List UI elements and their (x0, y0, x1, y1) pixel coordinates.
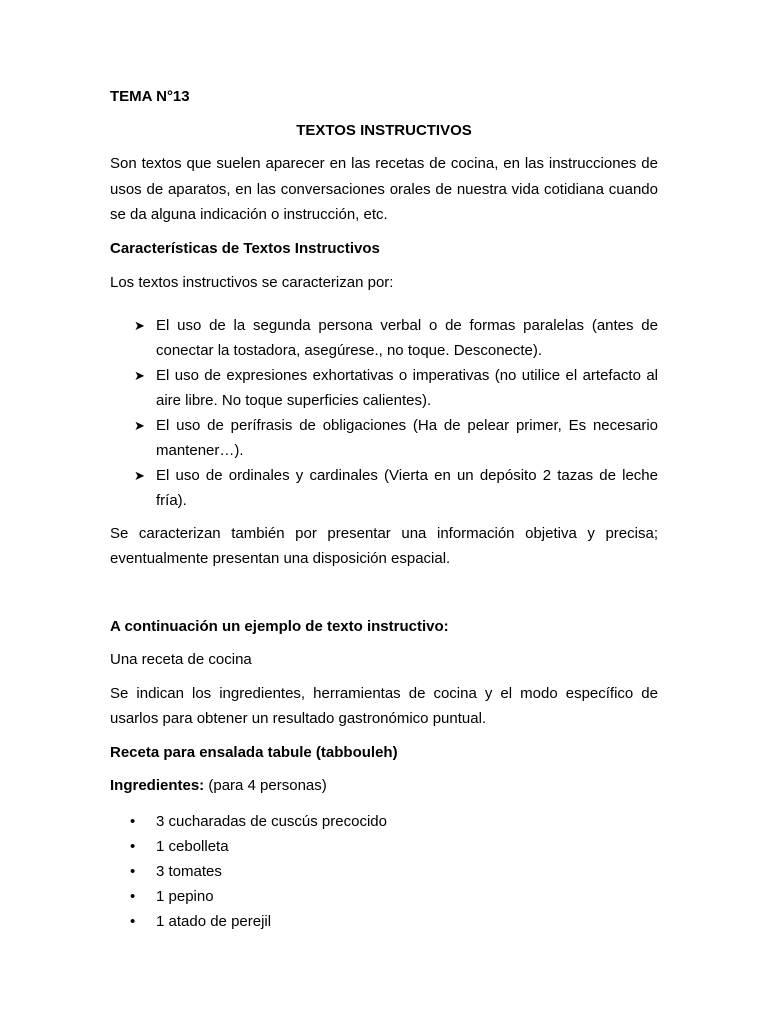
dot-bullet-icon: • (130, 887, 136, 905)
list-item-text: El uso de ordinales y cardinales (Vierta en un depósito 2 tazas de leche fría). (156, 466, 658, 509)
list-item (110, 463, 658, 513)
ingredients-label: Ingredientes: (110, 777, 205, 794)
list-item-text: 1 cebolleta (156, 837, 229, 855)
list-item-text: 3 tomates (156, 862, 222, 880)
list-item (110, 834, 658, 859)
list-item (110, 363, 658, 413)
dot-bullet-icon: • (130, 837, 136, 855)
document-title: TEXTOS INSTRUCTIVOS (296, 121, 472, 139)
list-item (110, 884, 658, 909)
blank-line (110, 572, 658, 606)
example-paragraph: Se indican los ingredientes, herramientas de cocina y el modo específico de usarlos para obtener un resultado gastronómico puntual. (110, 684, 658, 727)
list-item-text: 1 pepino (156, 887, 214, 905)
list-item (110, 909, 658, 934)
characteristics-lead: Los textos instructivos se caracterizan por: (110, 274, 394, 291)
topic-label: TEMA N°13 (110, 88, 190, 105)
list-item-text: 1 atado de perejil (156, 912, 272, 930)
arrow-bullet-icon: ➤ (134, 317, 145, 333)
list-item-text: El uso de la segunda persona verbal o de formas paralelas (antes de conectar la tostadora, asegúrese., no toque. Desconecte). (156, 316, 658, 359)
recipe-title: Receta para ensalada tabule (tabbouleh) (110, 743, 398, 761)
list-item-text: 3 cucharadas de cuscús precocido (156, 812, 387, 830)
ingredients-list (110, 809, 658, 934)
also-paragraph: Se caracterizan también por presentar una información objetiva y precisa; eventualmente presentan una disposición espacial. (110, 524, 658, 567)
list-item (110, 313, 658, 363)
intro-paragraph: Son textos que suelen aparecer en las recetas de cocina, en las instrucciones de usos de aparatos, en las conversaciones orales de nuestra vida cotidiana cuando se da alguna indicación o instrucción, etc. (110, 155, 658, 223)
ingredients-note: (para 4 personas) (204, 777, 327, 794)
document-page (110, 84, 658, 934)
example-subtitle: Una receta de cocina (110, 651, 252, 668)
dot-bullet-icon: • (130, 912, 136, 930)
arrow-bullet-icon: ➤ (134, 467, 145, 483)
arrow-bullet-icon: ➤ (134, 417, 145, 433)
characteristics-list (110, 313, 658, 513)
dot-bullet-icon: • (130, 862, 136, 880)
list-item-text: El uso de perífrasis de obligaciones (Ha de pelear primer, Es necesario mantener…). (156, 416, 658, 459)
list-item (110, 859, 658, 884)
ingredients-line (110, 773, 658, 799)
dot-bullet-icon: • (130, 812, 136, 830)
list-item (110, 809, 658, 834)
characteristics-heading: Características de Textos Instructivos (110, 239, 380, 257)
example-heading: A continuación un ejemplo de texto instructivo: (110, 617, 449, 635)
list-item-text: El uso de expresiones exhortativas o imperativas (no utilice el artefacto al aire libre. No toque superficies calientes). (156, 366, 658, 409)
arrow-bullet-icon: ➤ (134, 367, 145, 383)
list-item (110, 413, 658, 463)
